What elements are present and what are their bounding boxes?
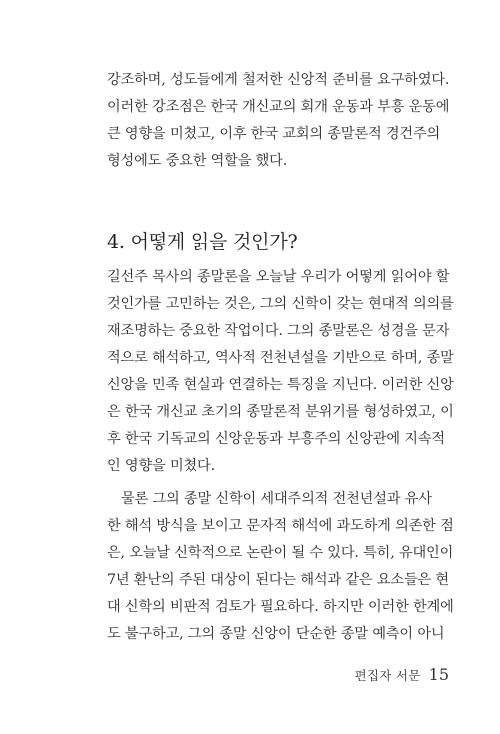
body-line: 큰 영향을 미쳤고, 이후 한국 교회의 종말론적 경건주의 bbox=[107, 126, 441, 142]
body-line: 은 한국 개신교 초기의 종말론적 분위기를 형성하였고, 이 bbox=[107, 404, 454, 420]
body-line: 적으로 해석하고, 역사적 전천년설을 기반으로 하며, 종말 bbox=[107, 350, 454, 366]
body-line: 7년 환난의 주된 대상이 된다는 해석과 같은 요소들은 현 bbox=[107, 572, 449, 588]
body-line: 후 한국 기독교의 신앙운동과 부흥주의 신앙관에 지속적 bbox=[107, 431, 445, 447]
body-line: 길선주 목사의 종말론을 오늘날 우리가 어떻게 읽어야 할 bbox=[107, 269, 450, 285]
section-heading: 4. 어떻게 읽을 것인가? bbox=[107, 231, 298, 253]
body-line: 신앙을 민족 현실과 연결하는 특징을 지닌다. 이러한 신앙 bbox=[107, 377, 454, 393]
page-number: 15 bbox=[428, 665, 449, 684]
body-line: 이러한 강조점은 한국 개신교의 회개 운동과 부흥 운동에 bbox=[107, 99, 450, 115]
page-footer bbox=[354, 665, 449, 684]
body-line: 것인가를 고민하는 것은, 그의 신학이 갖는 현대적 의의를 bbox=[107, 296, 454, 312]
body-line: 도 불구하고, 그의 종말 신앙이 단순한 종말 예측이 아니 bbox=[107, 626, 445, 642]
body-line: 인 영향을 미쳤다. bbox=[107, 458, 215, 474]
running-title: 편집자 서문 bbox=[354, 668, 421, 683]
body-line: 물론 그의 종말 신학이 세대주의적 전천년설과 유사 bbox=[121, 491, 432, 507]
body-line: 대 신학의 비판적 검토가 필요하다. 하지만 이러한 한계에 bbox=[107, 599, 454, 615]
body-line: 형성에도 중요한 역할을 했다. bbox=[107, 153, 288, 169]
body-line: 한 해석 방식을 보이고 문자적 해석에 과도하게 의존한 점 bbox=[107, 518, 454, 534]
body-line: 강조하며, 성도들에게 철저한 신앙적 준비를 요구하였다. bbox=[107, 72, 450, 88]
body-line: 재조명하는 중요한 작업이다. 그의 종말론은 성경을 문자 bbox=[107, 323, 450, 339]
body-line: 은, 오늘날 신학적으로 논란이 될 수 있다. 특히, 유대인이 bbox=[107, 545, 454, 561]
